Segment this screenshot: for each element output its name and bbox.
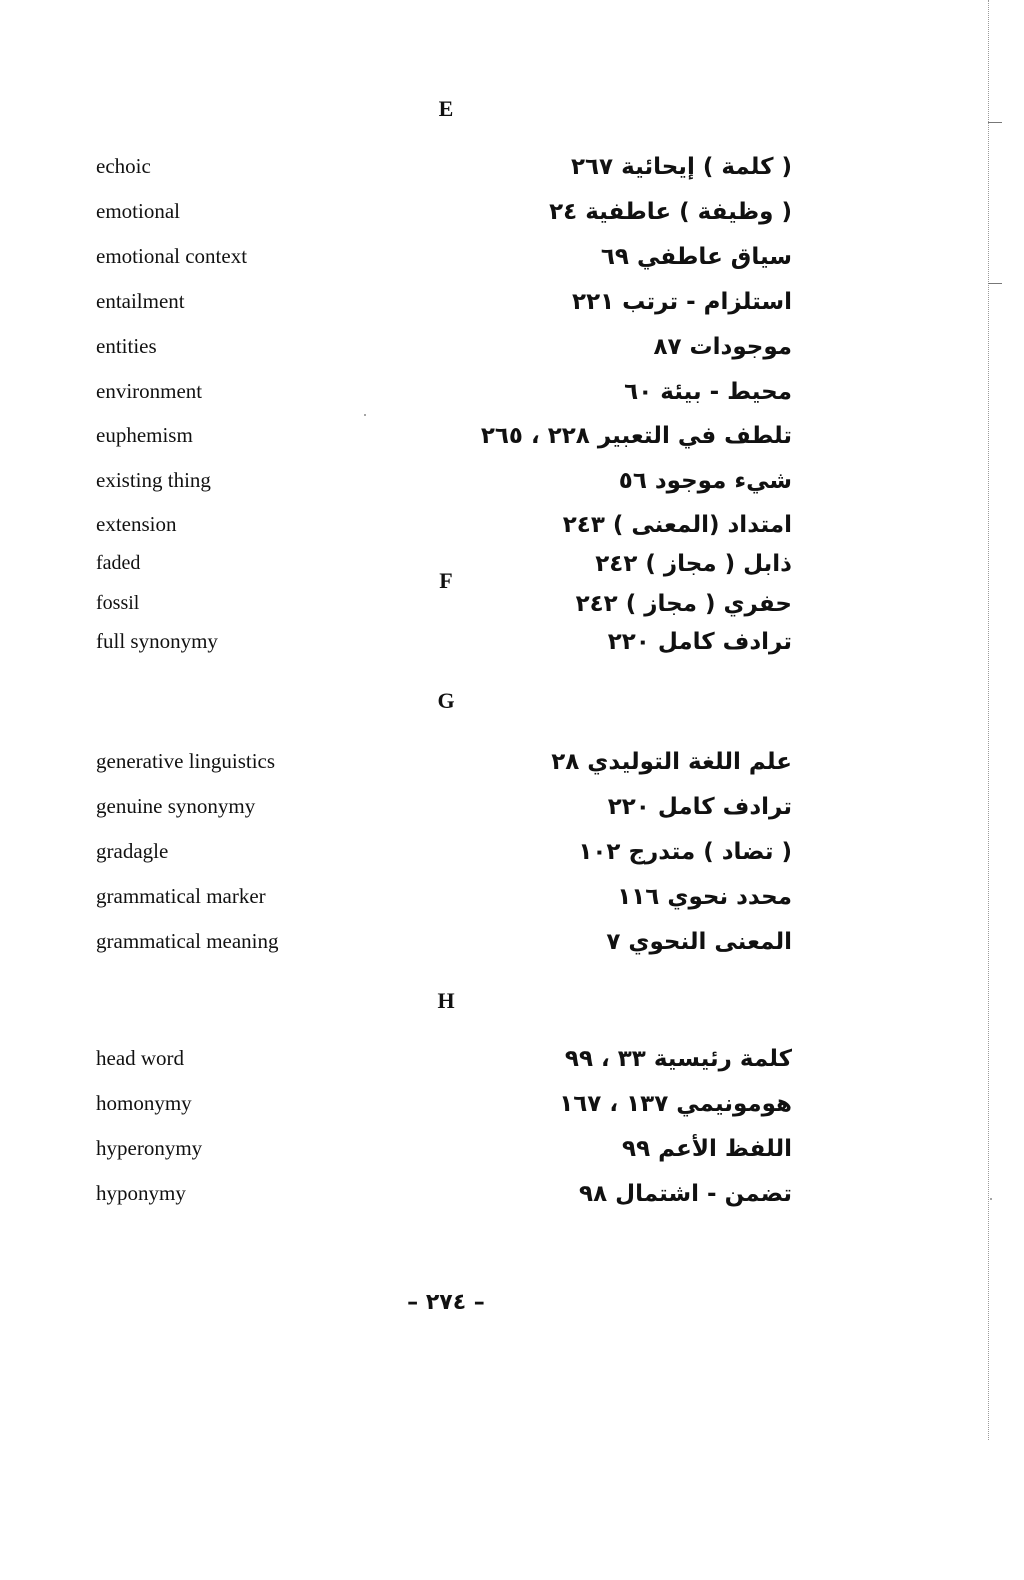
entry-arabic-term: ذابل ( مجاز ) ٢٤٢ xyxy=(595,551,792,577)
index-entry xyxy=(0,792,1024,826)
index-entry xyxy=(0,589,1024,623)
entry-english-term: gradagle xyxy=(96,839,169,863)
entry-english-term: existing thing xyxy=(96,468,211,492)
entry-english-term: grammatical meaning xyxy=(96,929,279,953)
entry-arabic-term: تلطف في التعبير ٢٢٨ ، ٢٦٥ xyxy=(480,423,792,449)
index-entry xyxy=(0,1044,1024,1078)
index-entry xyxy=(0,837,1024,871)
entry-english-term: hyperonymy xyxy=(96,1136,203,1160)
entry-english-term: euphemism xyxy=(96,423,193,447)
section-letter-f: F xyxy=(439,568,453,593)
entry-arabic-term: حفري ( مجاز ) ٢٤٢ xyxy=(575,591,792,617)
index-entry xyxy=(0,1134,1024,1168)
page-edge-tick xyxy=(988,122,1002,123)
index-entry xyxy=(0,242,1024,276)
index-entry xyxy=(0,377,1024,411)
index-entry xyxy=(0,197,1024,231)
entry-english-term: extension xyxy=(96,512,177,536)
page-edge-tick xyxy=(988,283,1002,284)
entry-english-term: environment xyxy=(96,379,203,403)
section-letter-g: G xyxy=(437,688,455,713)
entry-arabic-term: ( تضاد ) متدرج ١٠٢ xyxy=(578,839,792,865)
entry-arabic-term: كلمة رئيسية ٣٣ ، ٩٩ xyxy=(564,1046,792,1072)
index-entry xyxy=(0,1089,1024,1123)
entry-arabic-term: امتداد (المعنى ) ٢٤٣ xyxy=(562,512,792,538)
entry-english-term: homonymy xyxy=(96,1091,192,1115)
entry-english-term: entailment xyxy=(96,289,185,313)
entry-arabic-term: موجودات ٨٧ xyxy=(653,334,792,360)
index-entry xyxy=(0,152,1024,186)
index-entry xyxy=(0,627,1024,661)
entry-english-term: grammatical marker xyxy=(96,884,266,908)
entry-arabic-term: علم اللغة التوليدي ٢٨ xyxy=(551,749,792,775)
entry-english-term: entities xyxy=(96,334,157,358)
entry-arabic-term: ( كلمة ) إيحائية ٢٦٧ xyxy=(570,154,792,180)
entry-english-term: echoic xyxy=(96,154,151,178)
entry-english-term: hyponymy xyxy=(96,1181,186,1205)
entry-arabic-term: ترادف كامل ٢٢٠ xyxy=(607,629,792,655)
entry-arabic-term: شيء موجود ٥٦ xyxy=(618,468,792,494)
entry-arabic-term: استلزام - ترتب ٢٢١ xyxy=(572,289,792,315)
entry-english-term: full synonymy xyxy=(96,629,218,653)
entry-arabic-term: سياق عاطفي ٦٩ xyxy=(600,244,792,270)
entry-english-term: emotional context xyxy=(96,244,248,268)
entry-english-term: fossil xyxy=(96,592,140,614)
index-entry xyxy=(0,882,1024,916)
page-number: – ٢٧٤ – xyxy=(407,1290,485,1315)
index-entry xyxy=(0,332,1024,366)
index-entry xyxy=(0,549,1024,583)
entry-arabic-term: تضمن - اشتمال ٩٨ xyxy=(579,1181,792,1207)
index-entry xyxy=(0,747,1024,781)
index-entry xyxy=(0,421,1024,455)
index-entry xyxy=(0,510,1024,544)
entry-arabic-term: ترادف كامل ٢٢٠ xyxy=(607,794,792,820)
section-letter-h: H xyxy=(437,988,455,1013)
entry-english-term: emotional xyxy=(96,199,180,223)
entry-arabic-term: ( وظيفة ) عاطفية ٢٤ xyxy=(549,199,792,225)
entry-arabic-term: محدد نحوي ١١٦ xyxy=(617,884,792,910)
index-entry xyxy=(0,1179,1024,1213)
index-entry xyxy=(0,287,1024,321)
entry-english-term: generative linguistics xyxy=(96,749,276,773)
index-entry xyxy=(0,927,1024,961)
entry-arabic-term: المعنى النحوي ٧ xyxy=(606,929,792,955)
entry-english-term: genuine synonymy xyxy=(96,794,256,818)
entry-arabic-term: هومونيمي ١٣٧ ، ١٦٧ xyxy=(559,1091,792,1117)
entry-arabic-term: محيط - بيئة ٦٠ xyxy=(624,379,792,405)
entry-english-term: faded xyxy=(96,552,141,574)
entry-arabic-term: اللفظ الأعم ٩٩ xyxy=(622,1136,792,1162)
index-entry xyxy=(0,466,1024,500)
section-letter-e: E xyxy=(438,96,454,121)
entry-english-term: head word xyxy=(96,1046,185,1070)
scan-speck xyxy=(364,414,366,416)
